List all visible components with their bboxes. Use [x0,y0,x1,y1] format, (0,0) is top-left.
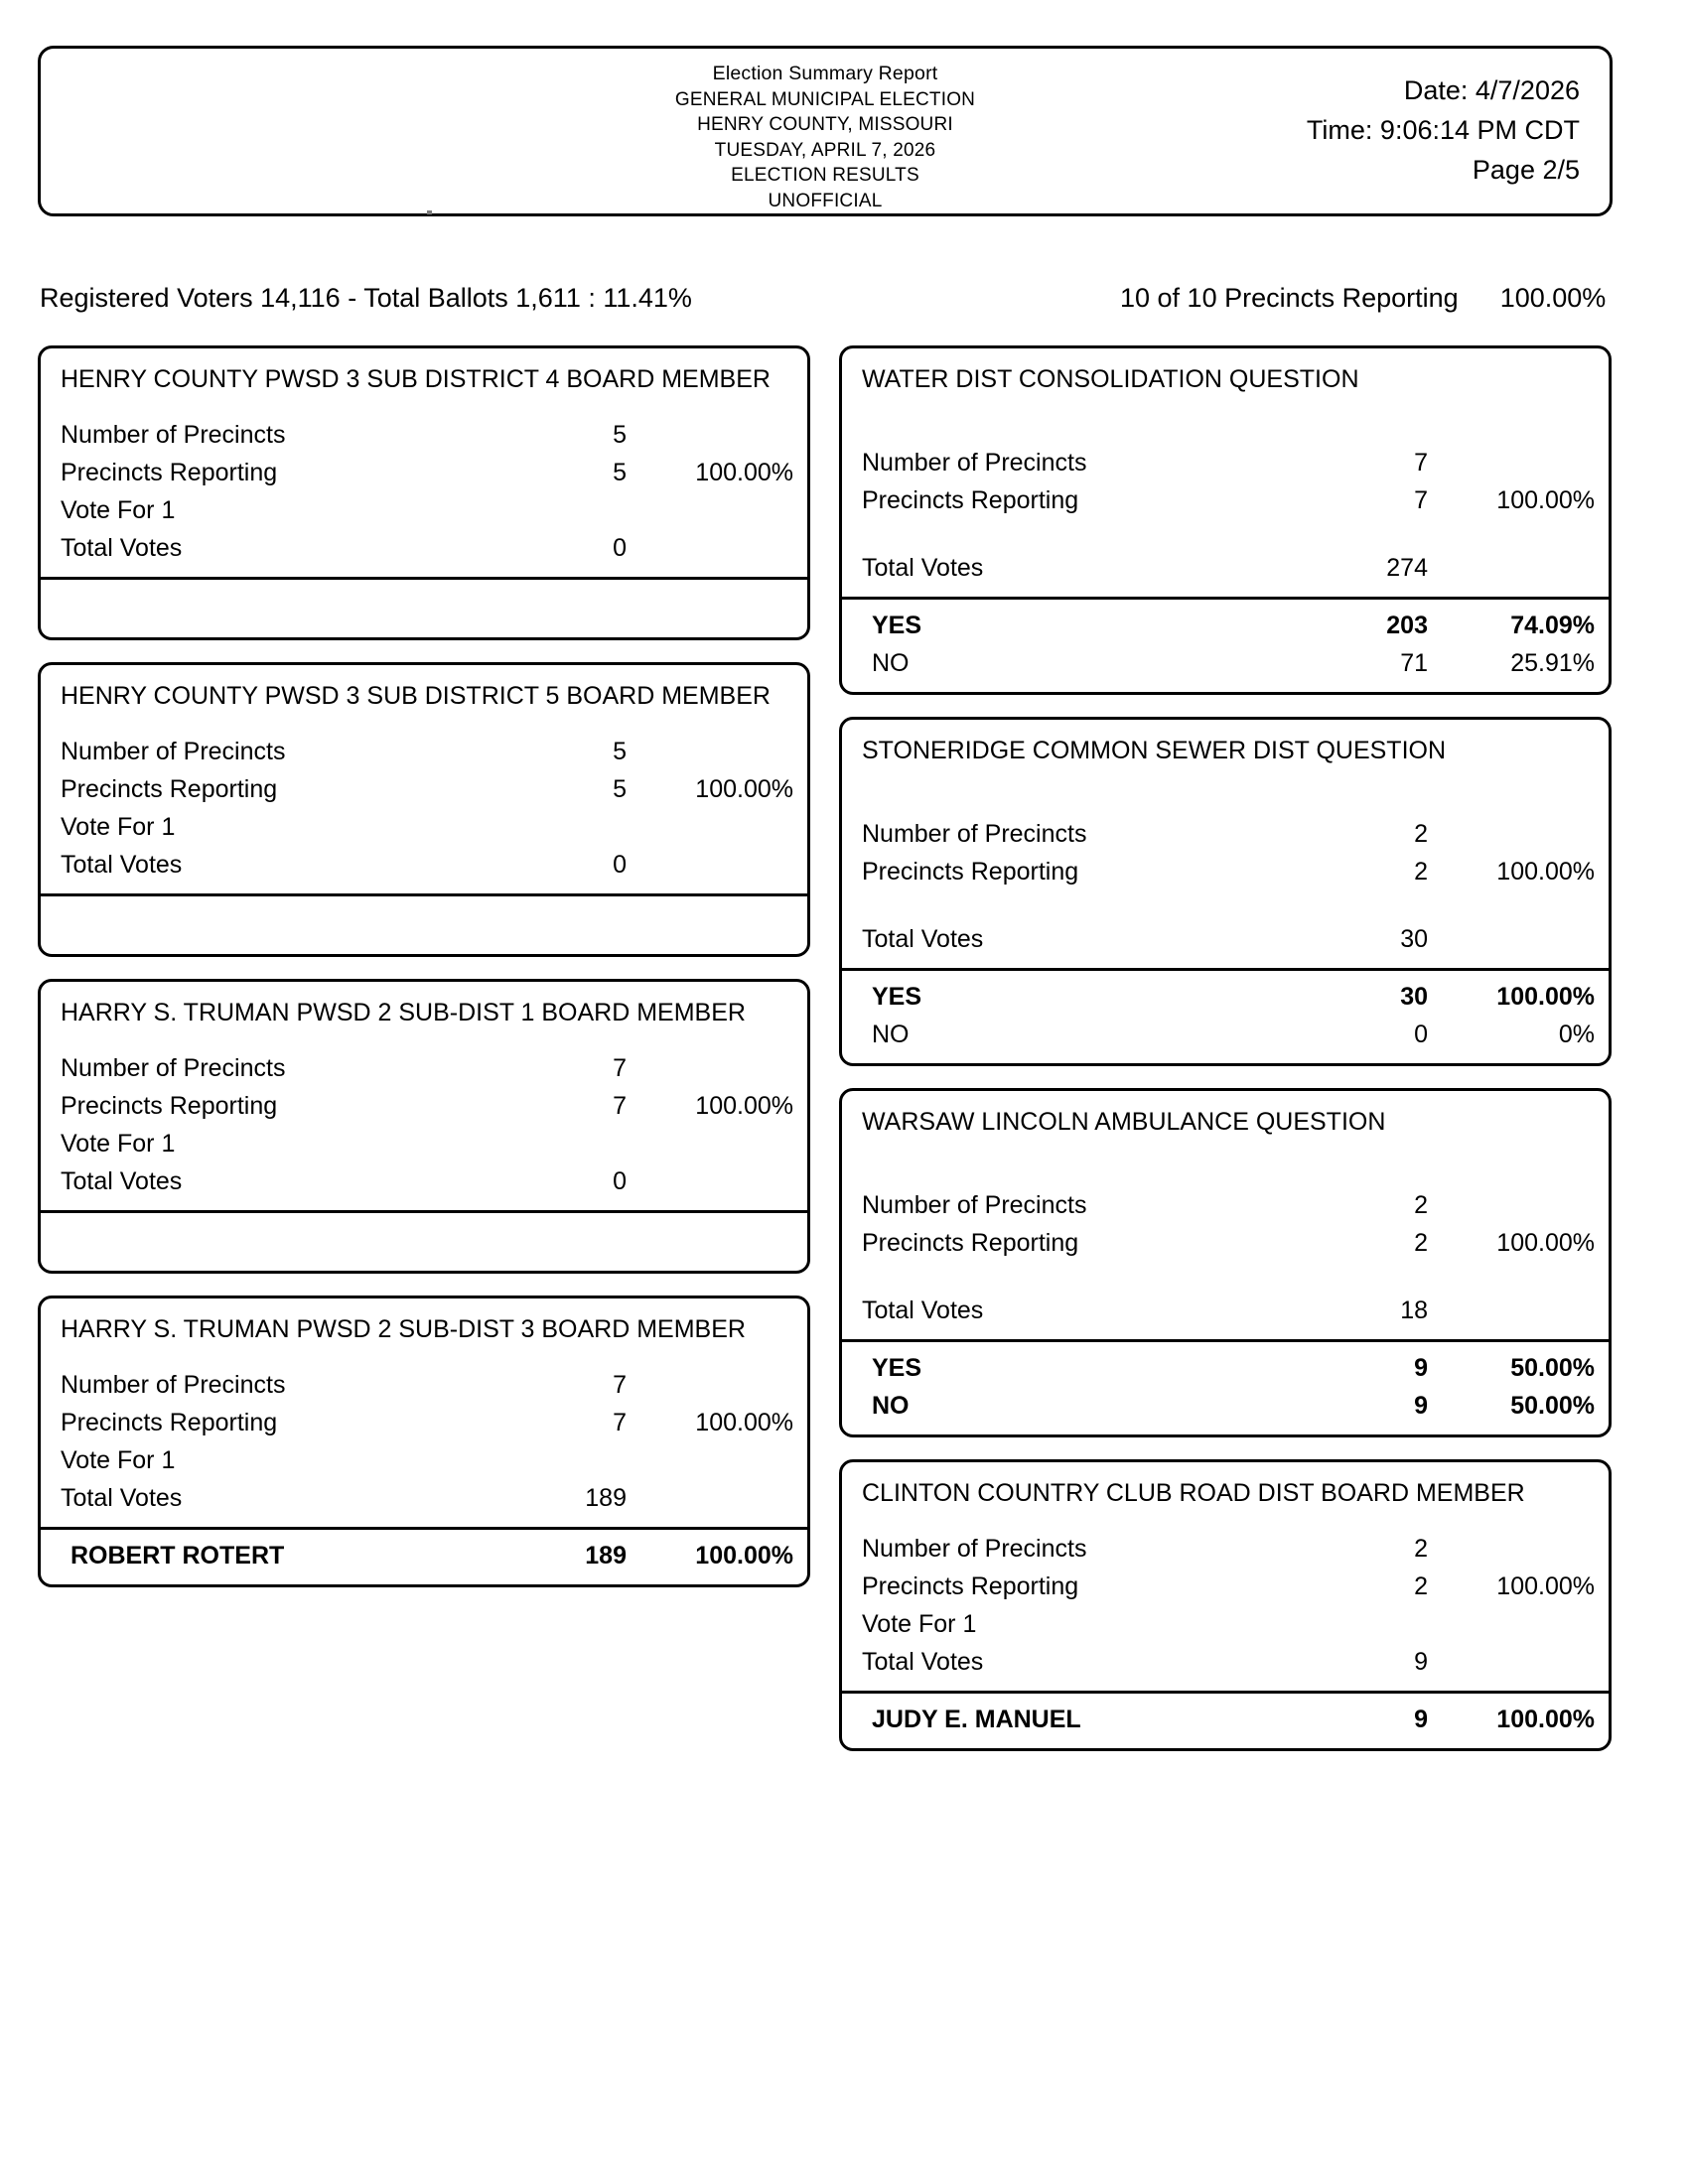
report-header [38,46,1613,216]
number-of-precincts-row [41,416,807,454]
precincts-reporting-row [41,454,807,491]
contest-results [41,1213,807,1271]
precincts-reporting-row-percent: 100.00% [1496,486,1595,514]
contest-results [842,1342,1609,1434]
number-of-precincts-row-value: 2 [1414,1191,1428,1219]
precincts-reporting-row-label: Precincts Reporting [61,459,278,486]
precincts-reporting-row-label: Precincts Reporting [862,1229,1079,1257]
result-row [842,1016,1609,1053]
contest-card [38,1296,810,1587]
total-votes-row-label: Total Votes [862,1297,984,1324]
official-status: UNOFFICIAL [768,190,883,211]
result-percent: 0% [1558,1021,1595,1048]
total-votes-row-label: Total Votes [61,534,183,562]
total-votes-row-label: Total Votes [862,554,984,582]
contest-results [41,580,807,637]
result-vote-count: 9 [1414,1354,1428,1382]
report-date: Date: 4/7/2026 [1403,75,1580,105]
result-vote-count: 30 [1400,983,1428,1011]
precincts-reporting-row-label: Precincts Reporting [61,1409,278,1436]
precincts-reporting-row-percent: 100.00% [695,775,793,803]
total-votes-row-value: 0 [613,534,627,562]
vote-for-row [41,808,807,846]
result-vote-count: 71 [1400,649,1428,677]
result-vote-count: 9 [1414,1706,1428,1733]
contest-results [41,896,807,954]
contest-results [842,971,1609,1063]
precincts-reporting-row-value: 5 [613,459,627,486]
number-of-precincts-row-label: Number of Precincts [61,421,286,449]
precincts-reporting-row-value: 7 [613,1409,627,1436]
contest-card [839,717,1612,1066]
registered-voters-summary: Registered Voters 14,116 - Total Ballots 1,611 : 11.41% [40,283,692,313]
contest-column-left [38,345,810,1609]
precincts-reporting-row [842,1224,1609,1262]
contest-stats [41,715,807,893]
precincts-reporting-row [842,853,1609,890]
jurisdiction: HENRY COUNTY, MISSOURI [697,114,953,135]
result-percent: 25.91% [1510,649,1595,677]
precincts-reporting-row [41,1087,807,1125]
number-of-precincts-row-label: Number of Precincts [862,1191,1087,1219]
number-of-precincts-row [842,1186,1609,1224]
page-number: Page 2/5 [1472,155,1580,185]
result-percent: 50.00% [1510,1354,1595,1382]
vote-for-row [41,491,807,529]
total-votes-row-value: 18 [1400,1297,1428,1324]
stats-top-spacer [41,398,807,416]
result-vote-count: 203 [1386,612,1428,639]
result-percent: 50.00% [1510,1392,1595,1420]
precincts-reporting-row-value: 2 [1414,858,1428,886]
contest-title: HARRY S. TRUMAN PWSD 2 SUB-DIST 3 BOARD MEMBER [61,1315,746,1343]
result-choice-name: YES [872,1354,922,1382]
result-choice-name: NO [872,1392,910,1420]
total-votes-row [842,1292,1609,1329]
contest-card [38,662,810,957]
number-of-precincts-row-value: 7 [613,1054,627,1082]
contest-stats [41,1031,807,1210]
stats-mid-spacer [842,1262,1609,1292]
vote-for-row [41,1125,807,1162]
number-of-precincts-row [41,1366,807,1404]
report-time: Time: 9:06:14 PM CDT [1306,115,1580,145]
result-choice-name: YES [872,983,922,1011]
result-choice-name: ROBERT ROTERT [70,1542,285,1570]
precincts-reporting-row-value: 7 [1414,486,1428,514]
result-percent: 74.09% [1510,612,1595,639]
total-votes-row-value: 9 [1414,1648,1428,1676]
contest-title: HARRY S. TRUMAN PWSD 2 SUB-DIST 1 BOARD MEMBER [61,999,746,1026]
number-of-precincts-row [842,815,1609,853]
precincts-reporting-row-value: 7 [613,1092,627,1120]
number-of-precincts-row [41,1049,807,1087]
stats-top-spacer [41,715,807,733]
total-votes-row [41,846,807,884]
precincts-reporting-row-percent: 100.00% [1496,1572,1595,1600]
result-vote-count: 189 [585,1542,627,1570]
total-votes-row-value: 0 [613,1167,627,1195]
contest-card [839,1088,1612,1437]
vote-for-row-label: Vote For 1 [61,1130,176,1158]
result-percent: 100.00% [695,1542,793,1570]
total-votes-row-label: Total Votes [862,1648,984,1676]
number-of-precincts-row-label: Number of Precincts [862,1535,1087,1563]
total-votes-row-value: 189 [585,1484,627,1512]
number-of-precincts-row-label: Number of Precincts [61,1371,286,1399]
precincts-reporting-row-value: 2 [1414,1229,1428,1257]
precincts-reporting-row-label: Precincts Reporting [862,1572,1079,1600]
vote-for-row-label: Vote For 1 [61,1446,176,1474]
result-row [842,1701,1609,1738]
precincts-reporting-row [842,481,1609,519]
total-votes-row [842,1643,1609,1681]
precincts-reporting-percent: 100.00% [1499,283,1607,313]
precincts-reporting-row-label: Precincts Reporting [862,858,1079,886]
number-of-precincts-row-value: 5 [613,421,627,449]
contest-stats [41,398,807,577]
precincts-reporting-row [41,1404,807,1441]
number-of-precincts-row-label: Number of Precincts [862,820,1087,848]
stats-top-spacer [41,1031,807,1049]
precincts-reporting-row-percent: 100.00% [695,1409,793,1436]
precincts-reporting-row-label: Precincts Reporting [61,1092,278,1120]
contest-results [41,1530,807,1584]
result-row [842,978,1609,1016]
contest-card [38,345,810,640]
header-meta-block [1307,70,1580,190]
result-row [842,607,1609,644]
contest-card [839,345,1612,695]
stats-top-spacer [842,1141,1609,1186]
number-of-precincts-row [842,444,1609,481]
contest-title: CLINTON COUNTRY CLUB ROAD DIST BOARD MEMBER [862,1479,1525,1507]
result-row [41,1537,807,1574]
vote-for-row-label: Vote For 1 [61,496,176,524]
result-vote-count: 9 [1414,1392,1428,1420]
total-votes-row-label: Total Votes [61,1484,183,1512]
stats-mid-spacer [842,519,1609,549]
result-percent: 100.00% [1496,983,1595,1011]
results-label: ELECTION RESULTS [731,165,919,186]
contest-stats [842,1512,1609,1691]
election-date: TUESDAY, APRIL 7, 2026 [714,139,936,161]
contest-title: WATER DIST CONSOLIDATION QUESTION [862,365,1359,393]
precincts-reporting-row-label: Precincts Reporting [862,486,1079,514]
precincts-reporting-summary [1120,283,1606,314]
number-of-precincts-row [41,733,807,770]
total-votes-row-label: Total Votes [61,851,183,879]
report-title: Election Summary Report [712,63,938,84]
number-of-precincts-row-value: 7 [613,1371,627,1399]
total-votes-row-label: Total Votes [862,925,984,953]
stats-top-spacer [842,769,1609,815]
number-of-precincts-row-label: Number of Precincts [61,1054,286,1082]
contest-results [842,600,1609,692]
precincts-reporting-row-percent: 100.00% [1496,1229,1595,1257]
scan-artifact [427,210,432,214]
number-of-precincts-row-value: 2 [1414,1535,1428,1563]
vote-for-row-label: Vote For 1 [61,813,176,841]
contest-title: STONERIDGE COMMON SEWER DIST QUESTION [862,737,1447,764]
total-votes-row [41,1162,807,1200]
result-choice-name: YES [872,612,922,639]
result-row [842,1387,1609,1425]
contest-stats [842,398,1609,597]
vote-for-row-label: Vote For 1 [862,1610,977,1638]
stats-top-spacer [842,398,1609,444]
contest-title: HENRY COUNTY PWSD 3 SUB DISTRICT 5 BOARD MEMBER [61,682,771,710]
result-row [842,1349,1609,1387]
number-of-precincts-row-label: Number of Precincts [862,449,1087,477]
precincts-reporting-row-value: 2 [1414,1572,1428,1600]
contest-stats [842,769,1609,968]
election-name: GENERAL MUNICIPAL ELECTION [674,88,976,110]
contest-card [38,979,810,1274]
number-of-precincts-row-label: Number of Precincts [61,738,286,765]
stats-top-spacer [842,1512,1609,1530]
number-of-precincts-row-value: 7 [1414,449,1428,477]
contest-card [839,1459,1612,1751]
result-percent: 100.00% [1496,1706,1595,1733]
total-votes-row [41,529,807,567]
vote-for-row [41,1441,807,1479]
precincts-reporting-row-percent: 100.00% [695,1092,793,1120]
vote-for-row [842,1605,1609,1643]
total-votes-row [41,1479,807,1517]
precincts-reporting-row [41,770,807,808]
result-choice-name: NO [872,1021,910,1048]
total-votes-row-value: 30 [1400,925,1428,953]
result-row [842,644,1609,682]
total-votes-row-label: Total Votes [61,1167,183,1195]
precincts-reporting-row-percent: 100.00% [695,459,793,486]
contest-results [842,1694,1609,1748]
precincts-reporting-row [842,1568,1609,1605]
contest-title: WARSAW LINCOLN AMBULANCE QUESTION [862,1108,1386,1136]
stats-top-spacer [41,1348,807,1366]
result-choice-name: JUDY E. MANUEL [872,1706,1081,1733]
total-votes-row [842,549,1609,587]
precincts-reporting-row-value: 5 [613,775,627,803]
contest-title: HENRY COUNTY PWSD 3 SUB DISTRICT 4 BOARD MEMBER [61,365,771,393]
result-vote-count: 0 [1414,1021,1428,1048]
total-votes-row-value: 0 [613,851,627,879]
number-of-precincts-row-value: 2 [1414,820,1428,848]
precincts-reporting-text: 10 of 10 Precincts Reporting [1120,283,1459,313]
contest-stats [41,1348,807,1527]
contest-column-right [839,345,1612,1773]
total-votes-row-value: 274 [1386,554,1428,582]
contest-stats [842,1141,1609,1339]
total-votes-row [842,920,1609,958]
precincts-reporting-row-label: Precincts Reporting [61,775,278,803]
number-of-precincts-row [842,1530,1609,1568]
precincts-reporting-row-percent: 100.00% [1496,858,1595,886]
stats-mid-spacer [842,890,1609,920]
result-choice-name: NO [872,649,910,677]
number-of-precincts-row-value: 5 [613,738,627,765]
